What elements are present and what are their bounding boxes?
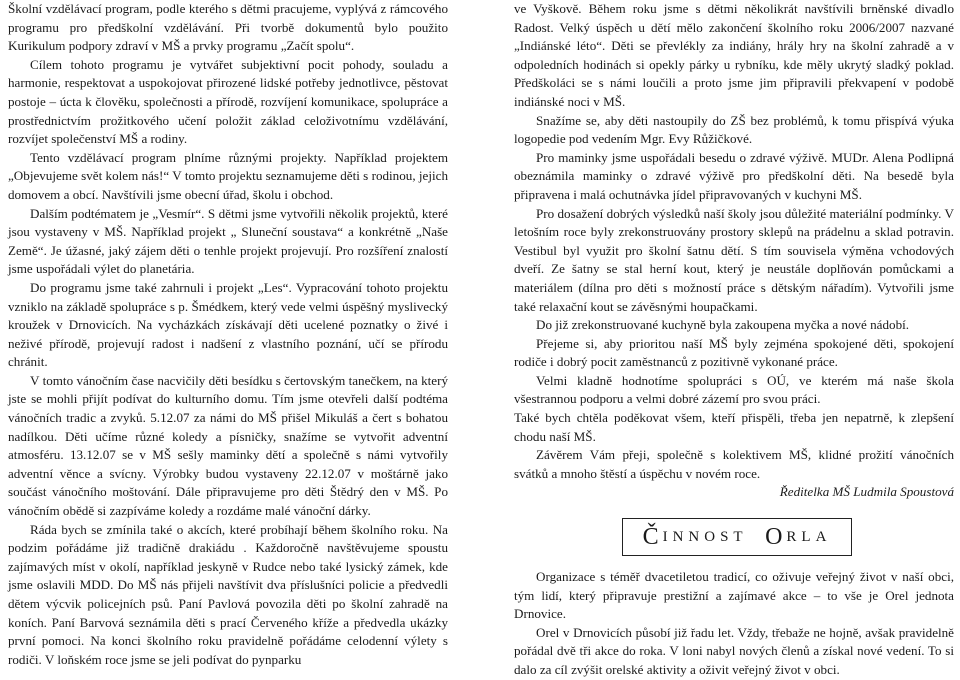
paragraph: Tento vzdělávací program plníme různými projekty. Například projektem „Objevujeme svět kolem nás!“ V tomto projektu seznamujeme děti s rodinou, jejich domovem a obcí. Navštívili jsme obecní úřad, školu i obchod.	[8, 149, 448, 202]
paragraph: Do již zrekonstruované kuchyně byla zakoupena myčka a nové nádobí.	[536, 317, 910, 333]
paragraph: Přejeme si, aby prioritou naší MŠ byly zejména spokojené děti, spokojení rodiče i dobrý pocit zaměstnanců z pozitivně vykonané práce.	[514, 335, 954, 370]
paragraph: Závěrem Vám přeji, společně s kolektivem MŠ, klidné prožití vánočních svátků a mnoho štěstí a úspěchu v novém roce.	[514, 447, 954, 481]
heading-initial: O	[765, 523, 787, 550]
paragraph: Pro dosažení dobrých výsledků naší školy jsou důležité materiální podmínky. V letošním roce byly zrekonstruovány prostory sklepů na prádelnu a sklad potravin. Vestibul byl využit pro školní šatnu dětí. S tím souvisela výměna vchodových dveří. Ze šatny se stal herní kout, který je neustále doplňován pomůckami a materiálem (dílna pro děti s možností práce s dětským nářadím). Vytvořili jsme také relaxační kout se závěsnými houpačkami.	[514, 205, 954, 314]
paragraph: V tomto vánočním čase nacvičily děti besídku s čertovským tanečkem, na který jste se mohli přijít podívat do kulturního domu. Tím jsme otevřeli další podtéma vánočních tradic a zvyků. 5.12.07 za námi do MŠ přišel Mikuláš a čert s bohatou nadílkou. Děti učíme různé koledy a písničky, snažíme se vytvořit adventní atmosféru. 13.12.07 se v MŠ sešly maminky dětí a společně s námi vytvořily adventní věnce a svícny. Výrobky budou vystaveny 22.12.07 v moštárně jako součást vánočního moštování. Dále připravujeme pro děti Štědrý den v MŠ. Po vánočním obědě si zazpíváme koledy a rozdáme malé vánoční dárky.	[8, 372, 448, 519]
paragraph: Orel v Drnovicích působí již řadu let. Vždy, třebaže ne hojně, avšak pravidelně pořádal dvě tři akce do roka. V loni nabyl nových členů a získal nové vedení. To si dalo za cíl zvýšit orelské aktivity a oživit veřejný život v obci.	[514, 624, 954, 677]
paragraph: Organizace s téměř dvacetiletou tradicí, co oživuje veřejný život v naší obci, tým lidí, který připravuje prestižní a zajímavé akce – to vše je Orel jednota Drnovice.	[514, 569, 954, 622]
heading-initial: Č	[642, 523, 663, 550]
heading-word: INNOST	[662, 528, 748, 545]
section-heading	[622, 518, 852, 556]
left-column	[8, 0, 448, 669]
paragraph: Ráda bych se zmínila také o akcích, které probíhají během školního roku. Na podzim pořádáme již tradičně drakiádu . Každoročně navštěvujeme spoustu zajímavých míst v okolí, například jeskyně v Rudce nebo také lysický zámek, kde jsme oslavili MDD. Do MŠ nás přijeli navštívit dva příslušníci policie a předvedli dětem výcvik policejních psů. Paní Pavlová povozila děti po školní zahradě na koních. Paní Barvová seznámila děti s prací Červeného kříže a předvedla ukázky první pomoci. Na konci školního roku pravidelně pořádáme celodenní výlety s rodiči. V loňském roce jsme se jeli podívat do pynparku	[8, 521, 448, 667]
paragraph: Snažíme se, aby děti nastoupily do ZŠ bez problémů, k tomu přispívá výuka logopedie pod vedením Mgr. Evy Růžičkové.	[514, 112, 954, 147]
paragraph: Dalším podtématem je „Vesmír“. S dětmi jsme vytvořili několik projektů, které jsou vystaveny v MŠ. Například projekt „ Sluneční soustava“ a konkrétně „Naše Země“. Je úžasné, jaký zájem děti o tenhle projekt projevují. Pro rozšíření znalostí jsme uspořádali výlet do planetária.	[8, 205, 448, 277]
signature: Ředitelka MŠ Ludmila Spoustová	[779, 484, 954, 500]
paragraph: Školní vzdělávací program, podle kterého s dětmi pracujeme, vyplývá z rámcového programu pro předškolní vzdělávání. Při tvorbě dokumentů bylo použito Kurikulum podpory zdraví v MŠ a prvky programu „Začít spolu“.	[8, 1, 448, 54]
paragraph: Také bych chtěla poděkovat všem, kteří přispěli, třeba jen nepatrně, k zlepšení chodu naší MŠ.	[514, 410, 954, 444]
paragraph: Pro maminky jsme uspořádali besedu o zdravé výživě. MUDr. Alena Podlipná obeznámila maminky o zdravé výživě pro předškolní děti. Na besedě byla připravena i malá ochutnávka jídel připravovaných v kuchyni MŠ.	[514, 149, 954, 202]
paragraph: ve Vyškově. Během roku jsme s dětmi několikrát navštívili brněnské divadlo Radost. Velký úspěch u dětí mělo zakončení školního roku 2006/2007 nazvané „Indiánské léto“. Děti se převlékly za indiány, hrály hry na školní zahradě a v odpoledních hodinách si opekly párky u rybníku, kde měly ukrytý sladký poklad. Předškoláci se s námi loučili a proto jsme jim připravili překvapení v podobě indiánské noci v MŠ.	[514, 1, 954, 109]
right-column	[514, 0, 954, 680]
paragraph: Cílem tohoto programu je vytvářet subjektivní pocit pohody, souladu a harmonie, respektovat a uspokojovat přirozené lidské potřeby jednotlivce, pěstovat postoje – úcta k člověku, společnosti a přírodě, rozvíjení komunikace, spolupráce a prostřednictvím prožitkového učení položit základ celoživotnímu vzdělávání, rozvíjet společenství MŠ a rodiny.	[8, 56, 448, 147]
paragraph: Velmi kladně hodnotíme spolupráci s OÚ, ve kterém má naše škola všestrannou podporu a velmi dobré zázemí pro svou práci.	[514, 372, 954, 407]
heading-word: RLA	[786, 528, 832, 545]
paragraph: Do programu jsme také zahrnuli i projekt „Les“. Vypracování tohoto projektu vzniklo na základě spolupráce s p. Šmédkem, který vede velmi úspěšný myslivecký kroužek v Drnovicích. Na vycházkách získávají děti ucelené poznatky o živé i neživé přírodě, projevují radost i nadšení z vlastního poznání, učí se přírodu chránit.	[8, 279, 448, 370]
